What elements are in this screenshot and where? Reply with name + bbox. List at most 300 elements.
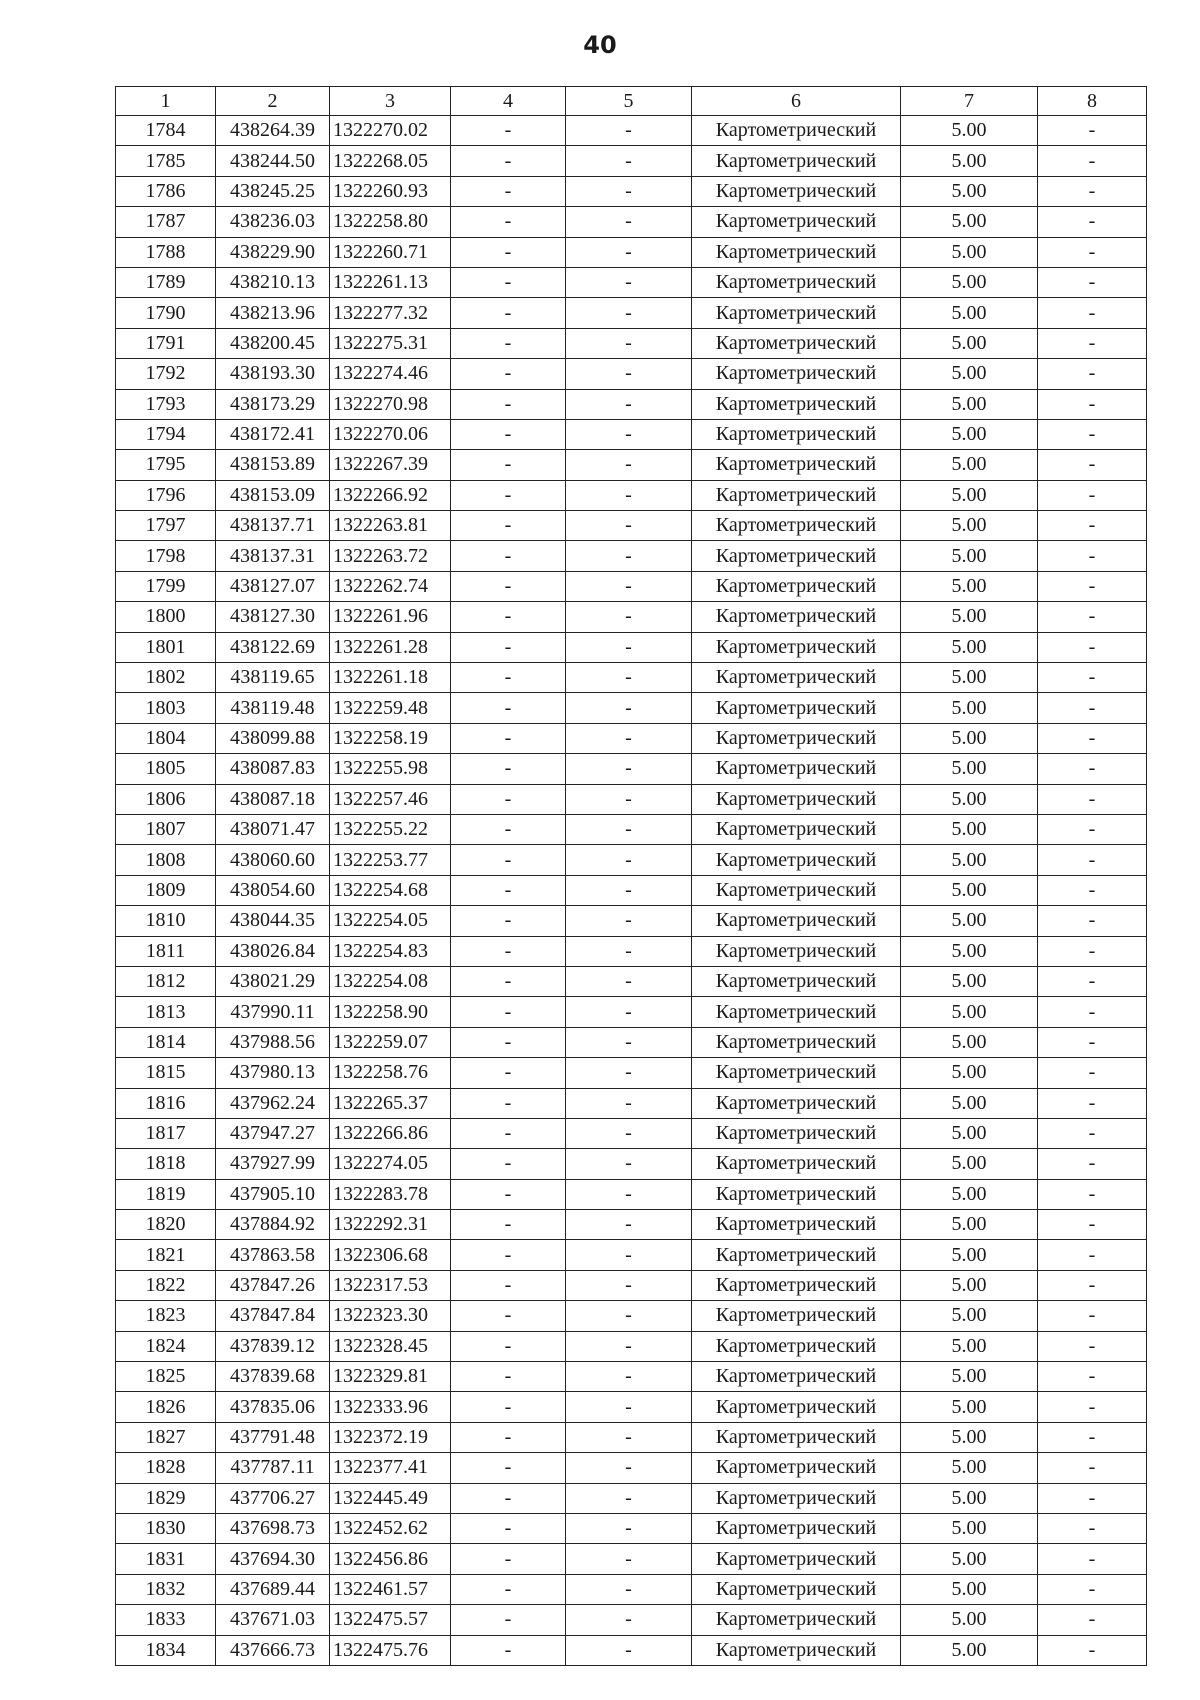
accuracy-cell: 5.00	[901, 1088, 1038, 1118]
col-8-cell: -	[1038, 389, 1147, 419]
point-number-cell: 1795	[116, 450, 216, 480]
col-5-cell: -	[566, 176, 692, 206]
table-row	[116, 207, 1147, 237]
method-cell: Картометрический	[692, 1301, 901, 1331]
method-cell: Картометрический	[692, 693, 901, 723]
accuracy-cell: 5.00	[901, 541, 1038, 571]
point-number-cell: 1800	[116, 602, 216, 632]
point-number-cell: 1810	[116, 906, 216, 936]
table-row	[116, 1422, 1147, 1452]
x-coordinate-cell: 438229.90	[216, 237, 330, 267]
method-cell: Картометрический	[692, 1088, 901, 1118]
col-4-cell: -	[451, 267, 566, 297]
accuracy-cell: 5.00	[901, 1118, 1038, 1148]
point-number-cell: 1820	[116, 1210, 216, 1240]
col-8-cell: -	[1038, 419, 1147, 449]
accuracy-cell: 5.00	[901, 146, 1038, 176]
col-8-cell: -	[1038, 116, 1147, 146]
method-cell: Картометрический	[692, 1331, 901, 1361]
col-4-cell: -	[451, 1544, 566, 1574]
table-row	[116, 1301, 1147, 1331]
x-coordinate-cell: 438087.83	[216, 754, 330, 784]
point-number-cell: 1825	[116, 1362, 216, 1392]
point-number-cell: 1797	[116, 511, 216, 541]
col-8-cell: -	[1038, 1574, 1147, 1604]
col-4-cell: -	[451, 1027, 566, 1057]
table-row	[116, 298, 1147, 328]
method-cell: Картометрический	[692, 997, 901, 1027]
col-5-cell: -	[566, 1574, 692, 1604]
col-8-cell: -	[1038, 1362, 1147, 1392]
x-coordinate-cell: 437962.24	[216, 1088, 330, 1118]
accuracy-cell: 5.00	[901, 906, 1038, 936]
point-number-cell: 1814	[116, 1027, 216, 1057]
method-cell: Картометрический	[692, 1422, 901, 1452]
col-4-cell: -	[451, 1331, 566, 1361]
col-8-cell: -	[1038, 875, 1147, 905]
table-row	[116, 116, 1147, 146]
method-cell: Картометрический	[692, 936, 901, 966]
accuracy-cell: 5.00	[901, 1270, 1038, 1300]
col-5-cell: -	[566, 1301, 692, 1331]
col-8-cell: -	[1038, 1240, 1147, 1270]
header-col-5: 5	[566, 87, 692, 116]
col-5-cell: -	[566, 116, 692, 146]
y-coordinate-cell: 1322333.96	[330, 1392, 451, 1422]
accuracy-cell: 5.00	[901, 571, 1038, 601]
method-cell: Картометрический	[692, 267, 901, 297]
table-row	[116, 1392, 1147, 1422]
y-coordinate-cell: 1322262.74	[330, 571, 451, 601]
col-8-cell: -	[1038, 1088, 1147, 1118]
x-coordinate-cell: 437706.27	[216, 1483, 330, 1513]
point-number-cell: 1803	[116, 693, 216, 723]
col-5-cell: -	[566, 1453, 692, 1483]
table-row	[116, 1240, 1147, 1270]
header-col-6: 6	[692, 87, 901, 116]
col-4-cell: -	[451, 1240, 566, 1270]
x-coordinate-cell: 437791.48	[216, 1422, 330, 1452]
y-coordinate-cell: 1322254.83	[330, 936, 451, 966]
accuracy-cell: 5.00	[901, 1210, 1038, 1240]
x-coordinate-cell: 438264.39	[216, 116, 330, 146]
point-number-cell: 1813	[116, 997, 216, 1027]
accuracy-cell: 5.00	[901, 1483, 1038, 1513]
y-coordinate-cell: 1322261.28	[330, 632, 451, 662]
accuracy-cell: 5.00	[901, 723, 1038, 753]
accuracy-cell: 5.00	[901, 359, 1038, 389]
col-8-cell: -	[1038, 1149, 1147, 1179]
method-cell: Картометрический	[692, 814, 901, 844]
method-cell: Картометрический	[692, 237, 901, 267]
table-row	[116, 693, 1147, 723]
x-coordinate-cell: 437689.44	[216, 1574, 330, 1604]
method-cell: Картометрический	[692, 571, 901, 601]
point-number-cell: 1789	[116, 267, 216, 297]
method-cell: Картометрический	[692, 176, 901, 206]
col-5-cell: -	[566, 1362, 692, 1392]
table-row	[116, 146, 1147, 176]
col-4-cell: -	[451, 784, 566, 814]
y-coordinate-cell: 1322261.18	[330, 663, 451, 693]
accuracy-cell: 5.00	[901, 997, 1038, 1027]
method-cell: Картометрический	[692, 723, 901, 753]
col-5-cell: -	[566, 480, 692, 510]
method-cell: Картометрический	[692, 1635, 901, 1665]
y-coordinate-cell: 1322258.90	[330, 997, 451, 1027]
y-coordinate-cell: 1322260.93	[330, 176, 451, 206]
method-cell: Картометрический	[692, 1210, 901, 1240]
col-4-cell: -	[451, 966, 566, 996]
method-cell: Картометрический	[692, 754, 901, 784]
x-coordinate-cell: 437988.56	[216, 1027, 330, 1057]
x-coordinate-cell: 438193.30	[216, 359, 330, 389]
point-number-cell: 1791	[116, 328, 216, 358]
col-4-cell: -	[451, 480, 566, 510]
point-number-cell: 1811	[116, 936, 216, 966]
method-cell: Картометрический	[692, 632, 901, 662]
col-4-cell: -	[451, 571, 566, 601]
y-coordinate-cell: 1322329.81	[330, 1362, 451, 1392]
y-coordinate-cell: 1322266.86	[330, 1118, 451, 1148]
table-row	[116, 1210, 1147, 1240]
point-number-cell: 1785	[116, 146, 216, 176]
accuracy-cell: 5.00	[901, 1027, 1038, 1057]
accuracy-cell: 5.00	[901, 480, 1038, 510]
accuracy-cell: 5.00	[901, 237, 1038, 267]
y-coordinate-cell: 1322254.68	[330, 875, 451, 905]
point-number-cell: 1834	[116, 1635, 216, 1665]
table-row	[116, 754, 1147, 784]
point-number-cell: 1799	[116, 571, 216, 601]
col-8-cell: -	[1038, 237, 1147, 267]
col-4-cell: -	[451, 116, 566, 146]
col-5-cell: -	[566, 1270, 692, 1300]
header-col-4: 4	[451, 87, 566, 116]
col-5-cell: -	[566, 1605, 692, 1635]
accuracy-cell: 5.00	[901, 632, 1038, 662]
col-4-cell: -	[451, 997, 566, 1027]
table-row	[116, 1088, 1147, 1118]
method-cell: Картометрический	[692, 602, 901, 632]
point-number-cell: 1822	[116, 1270, 216, 1300]
x-coordinate-cell: 437990.11	[216, 997, 330, 1027]
method-cell: Картометрический	[692, 1513, 901, 1543]
accuracy-cell: 5.00	[901, 267, 1038, 297]
point-number-cell: 1794	[116, 419, 216, 449]
y-coordinate-cell: 1322254.08	[330, 966, 451, 996]
method-cell: Картометрический	[692, 1027, 901, 1057]
x-coordinate-cell: 438119.65	[216, 663, 330, 693]
y-coordinate-cell: 1322259.07	[330, 1027, 451, 1057]
col-8-cell: -	[1038, 1058, 1147, 1088]
point-number-cell: 1793	[116, 389, 216, 419]
accuracy-cell: 5.00	[901, 602, 1038, 632]
table-row	[116, 814, 1147, 844]
col-5-cell: -	[566, 359, 692, 389]
col-5-cell: -	[566, 1544, 692, 1574]
x-coordinate-cell: 438127.07	[216, 571, 330, 601]
table-row	[116, 997, 1147, 1027]
col-4-cell: -	[451, 632, 566, 662]
y-coordinate-cell: 1322263.81	[330, 511, 451, 541]
table-body	[116, 116, 1147, 1666]
table-row	[116, 632, 1147, 662]
accuracy-cell: 5.00	[901, 663, 1038, 693]
y-coordinate-cell: 1322372.19	[330, 1422, 451, 1452]
point-number-cell: 1832	[116, 1574, 216, 1604]
col-8-cell: -	[1038, 1027, 1147, 1057]
col-8-cell: -	[1038, 814, 1147, 844]
col-5-cell: -	[566, 966, 692, 996]
x-coordinate-cell: 438153.89	[216, 450, 330, 480]
col-4-cell: -	[451, 1574, 566, 1604]
x-coordinate-cell: 437787.11	[216, 1453, 330, 1483]
point-number-cell: 1833	[116, 1605, 216, 1635]
col-8-cell: -	[1038, 146, 1147, 176]
point-number-cell: 1802	[116, 663, 216, 693]
point-number-cell: 1815	[116, 1058, 216, 1088]
y-coordinate-cell: 1322270.06	[330, 419, 451, 449]
point-number-cell: 1812	[116, 966, 216, 996]
col-8-cell: -	[1038, 267, 1147, 297]
method-cell: Картометрический	[692, 511, 901, 541]
col-8-cell: -	[1038, 207, 1147, 237]
point-number-cell: 1819	[116, 1179, 216, 1209]
col-8-cell: -	[1038, 328, 1147, 358]
col-5-cell: -	[566, 1392, 692, 1422]
table-row	[116, 389, 1147, 419]
x-coordinate-cell: 438137.71	[216, 511, 330, 541]
accuracy-cell: 5.00	[901, 207, 1038, 237]
point-number-cell: 1808	[116, 845, 216, 875]
col-5-cell: -	[566, 450, 692, 480]
accuracy-cell: 5.00	[901, 754, 1038, 784]
col-5-cell: -	[566, 1149, 692, 1179]
accuracy-cell: 5.00	[901, 328, 1038, 358]
col-4-cell: -	[451, 663, 566, 693]
y-coordinate-cell: 1322306.68	[330, 1240, 451, 1270]
y-coordinate-cell: 1322267.39	[330, 450, 451, 480]
table-row	[116, 419, 1147, 449]
x-coordinate-cell: 437847.26	[216, 1270, 330, 1300]
col-8-cell: -	[1038, 632, 1147, 662]
y-coordinate-cell: 1322292.31	[330, 1210, 451, 1240]
method-cell: Картометрический	[692, 328, 901, 358]
col-4-cell: -	[451, 1270, 566, 1300]
method-cell: Картометрический	[692, 1574, 901, 1604]
accuracy-cell: 5.00	[901, 1544, 1038, 1574]
x-coordinate-cell: 437905.10	[216, 1179, 330, 1209]
col-4-cell: -	[451, 1513, 566, 1543]
y-coordinate-cell: 1322328.45	[330, 1331, 451, 1361]
y-coordinate-cell: 1322270.02	[330, 116, 451, 146]
accuracy-cell: 5.00	[901, 1240, 1038, 1270]
point-number-cell: 1790	[116, 298, 216, 328]
table-row	[116, 1605, 1147, 1635]
point-number-cell: 1817	[116, 1118, 216, 1148]
y-coordinate-cell: 1322260.71	[330, 237, 451, 267]
table-row	[116, 1331, 1147, 1361]
col-8-cell: -	[1038, 906, 1147, 936]
table-row	[116, 784, 1147, 814]
col-4-cell: -	[451, 541, 566, 571]
page-number: 40	[583, 31, 617, 59]
accuracy-cell: 5.00	[901, 936, 1038, 966]
point-number-cell: 1798	[116, 541, 216, 571]
method-cell: Картометрический	[692, 389, 901, 419]
table-row	[116, 1149, 1147, 1179]
col-8-cell: -	[1038, 1422, 1147, 1452]
x-coordinate-cell: 438172.41	[216, 419, 330, 449]
col-8-cell: -	[1038, 1635, 1147, 1665]
method-cell: Картометрический	[692, 1392, 901, 1422]
y-coordinate-cell: 1322283.78	[330, 1179, 451, 1209]
point-number-cell: 1826	[116, 1392, 216, 1422]
y-coordinate-cell: 1322445.49	[330, 1483, 451, 1513]
method-cell: Картометрический	[692, 1453, 901, 1483]
col-4-cell: -	[451, 1149, 566, 1179]
col-4-cell: -	[451, 1422, 566, 1452]
y-coordinate-cell: 1322261.13	[330, 267, 451, 297]
y-coordinate-cell: 1322274.46	[330, 359, 451, 389]
table-row	[116, 1362, 1147, 1392]
x-coordinate-cell: 438122.69	[216, 632, 330, 662]
method-cell: Картометрический	[692, 541, 901, 571]
col-8-cell: -	[1038, 1301, 1147, 1331]
col-8-cell: -	[1038, 1483, 1147, 1513]
col-5-cell: -	[566, 511, 692, 541]
y-coordinate-cell: 1322258.80	[330, 207, 451, 237]
table-row	[116, 1027, 1147, 1057]
y-coordinate-cell: 1322275.31	[330, 328, 451, 358]
col-4-cell: -	[451, 450, 566, 480]
col-8-cell: -	[1038, 1544, 1147, 1574]
y-coordinate-cell: 1322270.98	[330, 389, 451, 419]
col-8-cell: -	[1038, 1210, 1147, 1240]
method-cell: Картометрический	[692, 1544, 901, 1574]
point-number-cell: 1792	[116, 359, 216, 389]
col-5-cell: -	[566, 237, 692, 267]
table-row	[116, 450, 1147, 480]
header-col-3: 3	[330, 87, 451, 116]
method-cell: Картометрический	[692, 480, 901, 510]
accuracy-cell: 5.00	[901, 845, 1038, 875]
table-row	[116, 1179, 1147, 1209]
accuracy-cell: 5.00	[901, 1574, 1038, 1604]
col-8-cell: -	[1038, 511, 1147, 541]
col-4-cell: -	[451, 237, 566, 267]
table-row	[116, 511, 1147, 541]
table-row	[116, 1118, 1147, 1148]
y-coordinate-cell: 1322255.98	[330, 754, 451, 784]
col-5-cell: -	[566, 1513, 692, 1543]
col-5-cell: -	[566, 207, 692, 237]
col-5-cell: -	[566, 1058, 692, 1088]
col-5-cell: -	[566, 723, 692, 753]
y-coordinate-cell: 1322377.41	[330, 1453, 451, 1483]
point-number-cell: 1801	[116, 632, 216, 662]
col-4-cell: -	[451, 693, 566, 723]
table-row	[116, 359, 1147, 389]
point-number-cell: 1796	[116, 480, 216, 510]
method-cell: Картометрический	[692, 845, 901, 875]
method-cell: Картометрический	[692, 207, 901, 237]
method-cell: Картометрический	[692, 359, 901, 389]
accuracy-cell: 5.00	[901, 1362, 1038, 1392]
col-4-cell: -	[451, 511, 566, 541]
col-5-cell: -	[566, 1331, 692, 1361]
accuracy-cell: 5.00	[901, 298, 1038, 328]
col-5-cell: -	[566, 845, 692, 875]
x-coordinate-cell: 437884.92	[216, 1210, 330, 1240]
accuracy-cell: 5.00	[901, 1301, 1038, 1331]
y-coordinate-cell: 1322456.86	[330, 1544, 451, 1574]
x-coordinate-cell: 438137.31	[216, 541, 330, 571]
col-8-cell: -	[1038, 936, 1147, 966]
point-number-cell: 1816	[116, 1088, 216, 1118]
col-4-cell: -	[451, 176, 566, 206]
x-coordinate-cell: 438200.45	[216, 328, 330, 358]
col-4-cell: -	[451, 1118, 566, 1148]
method-cell: Картометрический	[692, 1483, 901, 1513]
y-coordinate-cell: 1322258.76	[330, 1058, 451, 1088]
table-row	[116, 176, 1147, 206]
point-number-cell: 1786	[116, 176, 216, 206]
table-row	[116, 237, 1147, 267]
header-row	[116, 87, 1147, 116]
method-cell: Картометрический	[692, 1149, 901, 1179]
col-8-cell: -	[1038, 298, 1147, 328]
y-coordinate-cell: 1322263.72	[330, 541, 451, 571]
col-4-cell: -	[451, 298, 566, 328]
method-cell: Картометрический	[692, 663, 901, 693]
point-number-cell: 1823	[116, 1301, 216, 1331]
col-4-cell: -	[451, 845, 566, 875]
col-5-cell: -	[566, 906, 692, 936]
table-row	[116, 1453, 1147, 1483]
y-coordinate-cell: 1322317.53	[330, 1270, 451, 1300]
header-col-7: 7	[901, 87, 1038, 116]
x-coordinate-cell: 437835.06	[216, 1392, 330, 1422]
accuracy-cell: 5.00	[901, 176, 1038, 206]
col-5-cell: -	[566, 1088, 692, 1118]
col-5-cell: -	[566, 146, 692, 176]
x-coordinate-cell: 438173.29	[216, 389, 330, 419]
table-row	[116, 1058, 1147, 1088]
y-coordinate-cell: 1322255.22	[330, 814, 451, 844]
y-coordinate-cell: 1322266.92	[330, 480, 451, 510]
col-5-cell: -	[566, 1027, 692, 1057]
col-8-cell: -	[1038, 784, 1147, 814]
accuracy-cell: 5.00	[901, 419, 1038, 449]
method-cell: Картометрический	[692, 1362, 901, 1392]
method-cell: Картометрический	[692, 1240, 901, 1270]
x-coordinate-cell: 438054.60	[216, 875, 330, 905]
y-coordinate-cell: 1322261.96	[330, 602, 451, 632]
table-row	[116, 328, 1147, 358]
y-coordinate-cell: 1322258.19	[330, 723, 451, 753]
col-4-cell: -	[451, 1453, 566, 1483]
y-coordinate-cell: 1322254.05	[330, 906, 451, 936]
table-row	[116, 1513, 1147, 1543]
col-5-cell: -	[566, 1240, 692, 1270]
col-4-cell: -	[451, 814, 566, 844]
col-5-cell: -	[566, 814, 692, 844]
point-number-cell: 1804	[116, 723, 216, 753]
x-coordinate-cell: 437839.12	[216, 1331, 330, 1361]
x-coordinate-cell: 438244.50	[216, 146, 330, 176]
